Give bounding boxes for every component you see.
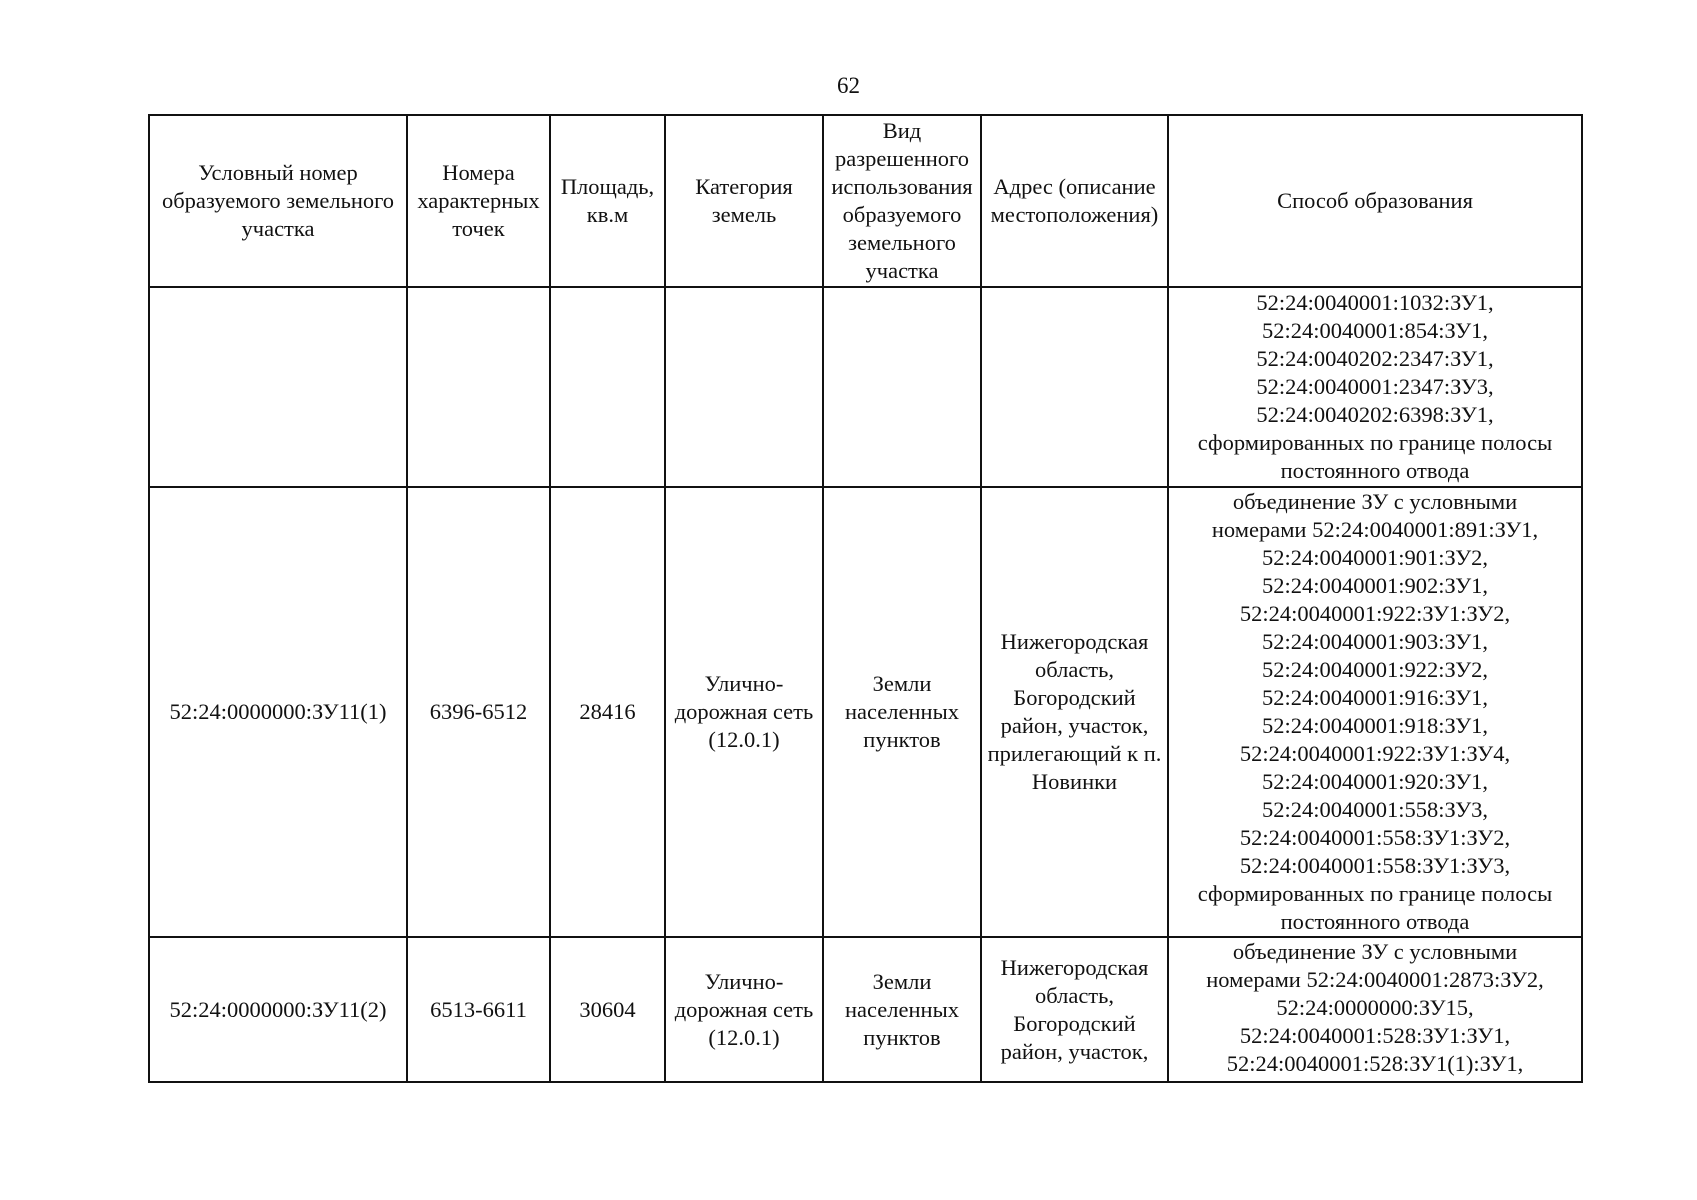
table-row [149,937,1582,1082]
cell-category: Улично-дорожная сеть (12.0.1) [665,487,823,937]
method-line: 52:24:0040001:901:ЗУ2, [1261,545,1489,570]
cell-points [407,287,550,487]
cell-address [981,287,1168,487]
method-line: 52:24:0040001:902:ЗУ1, [1261,573,1489,598]
method-line: 52:24:0000000:ЗУ15, [1276,995,1474,1020]
cell-category: Улично-дорожная сеть (12.0.1) [665,937,823,1082]
header-cell-address: Адрес (описание местоположения) [981,115,1168,287]
method-line: 52:24:0040001:922:ЗУ1:ЗУ2, [1239,601,1511,626]
method-line: сформированных по границе полосы [1197,430,1553,455]
header-cell-area: Площадь, кв.м [550,115,665,287]
method-line: номерами 52:24:0040001:891:ЗУ1, [1211,517,1539,542]
cell-area: 30604 [550,937,665,1082]
cell-method [1168,937,1582,1082]
method-line: 52:24:0040001:558:ЗУ3, [1261,797,1489,822]
header-cell-usage: Вид разрешенного использования образуемого земельного участка [823,115,981,287]
header-cell-category: Категория земель [665,115,823,287]
cell-points: 6513-6611 [407,937,550,1082]
cell-method [1168,487,1582,937]
method-line: 52:24:0040001:922:ЗУ1:ЗУ4, [1239,741,1511,766]
cell-number [149,287,407,487]
method-line: сформированных по границе полосы [1197,881,1553,906]
method-line: 52:24:0040001:528:ЗУ1(1):ЗУ1, [1226,1051,1524,1076]
method-line: 52:24:0040001:558:ЗУ1:ЗУ2, [1239,825,1511,850]
cell-number: 52:24:0000000:ЗУ11(2) [149,937,407,1082]
method-line: объединение ЗУ с условными [1232,489,1518,514]
method-line: 52:24:0040001:916:ЗУ1, [1261,685,1489,710]
method-line: 52:24:0040202:6398:ЗУ1, [1256,402,1494,427]
header-row [149,115,1582,287]
cell-address: Нижегородская область, Богородский район, участок, прилегающий к п. Новинки [981,487,1168,937]
method-line: постоянного отвода [1280,458,1470,483]
page-number: 62 [837,73,860,98]
method-line: 52:24:0040001:854:ЗУ1, [1261,318,1489,343]
cell-usage: Земли населенных пунктов [823,487,981,937]
header-cell-method: Способ образования [1168,115,1582,287]
method-line: 52:24:0040001:558:ЗУ1:ЗУ3, [1239,853,1511,878]
method-line: 52:24:0040001:528:ЗУ1:ЗУ1, [1239,1023,1511,1048]
method-line: 52:24:0040001:1032:ЗУ1, [1256,290,1494,315]
cell-points: 6396-6512 [407,487,550,937]
cell-number: 52:24:0000000:ЗУ11(1) [149,487,407,937]
method-line: 52:24:0040202:2347:ЗУ1, [1256,346,1494,371]
cell-area [550,287,665,487]
cell-usage [823,287,981,487]
method-line: 52:24:0040001:922:ЗУ2, [1261,657,1489,682]
cell-method [1168,287,1582,487]
cell-category [665,287,823,487]
method-line: 52:24:0040001:2347:ЗУ3, [1256,374,1494,399]
method-line: объединение ЗУ с условными [1232,939,1518,964]
method-line: 52:24:0040001:920:ЗУ1, [1261,769,1489,794]
method-line: номерами 52:24:0040001:2873:ЗУ2, [1206,967,1544,992]
table-header [149,115,1582,287]
header-cell-points: Номера характерных точек [407,115,550,287]
cell-usage: Земли населенных пунктов [823,937,981,1082]
table-row [149,287,1582,487]
table-body [149,287,1582,1082]
cell-address: Нижегородская область, Богородский район, участок, [981,937,1168,1082]
method-line: постоянного отвода [1280,909,1470,934]
method-line: 52:24:0040001:918:ЗУ1, [1261,713,1489,738]
cell-area: 28416 [550,487,665,937]
header-cell-number: Условный номер образуемого земельного участка [149,115,407,287]
table-row [149,487,1582,937]
land-plots-table [148,114,1583,1083]
method-line: 52:24:0040001:903:ЗУ1, [1261,629,1489,654]
